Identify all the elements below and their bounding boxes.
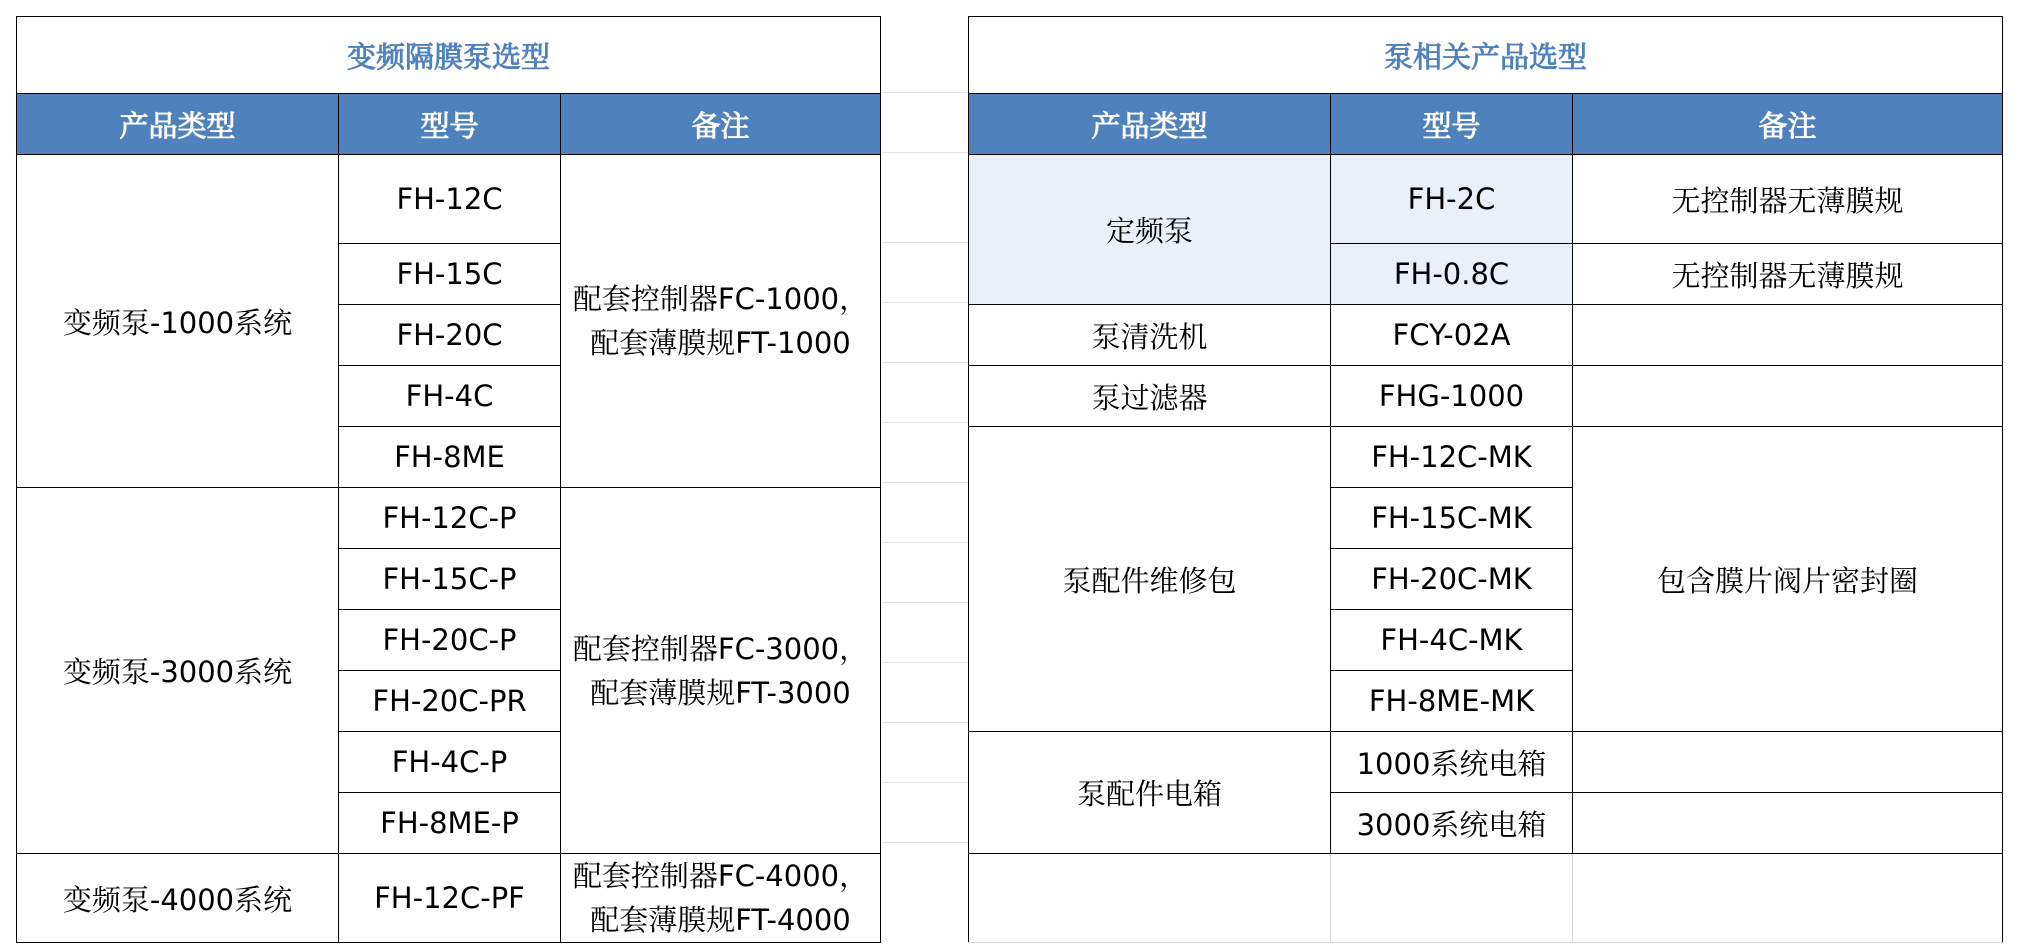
remark-cell[interactable] [561, 854, 881, 943]
model-cell[interactable]: FH-8ME-MK [1331, 671, 1573, 732]
remark-line: 配套薄膜规FT-1000 [590, 326, 851, 360]
model-cell[interactable]: FH-4C-MK [1331, 610, 1573, 671]
remark-cell[interactable] [1573, 793, 2003, 854]
header-model[interactable]: 型号 [339, 94, 561, 155]
remark-line: 配套控制器FC-4000， [572, 859, 869, 893]
remark-line: 配套控制器FC-3000， [572, 631, 869, 666]
product-type-cell[interactable]: 泵配件维修包 [969, 427, 1331, 732]
sheet-gridline [882, 722, 968, 723]
model-cell[interactable]: FH-12C-MK [1331, 427, 1573, 488]
sheet-gridline [882, 782, 968, 783]
product-type-cell[interactable]: 变频泵-4000系统 [17, 854, 339, 943]
sheet-gridline [882, 482, 968, 483]
model-cell[interactable]: 1000系统电箱 [1331, 732, 1573, 793]
header-remark[interactable]: 备注 [1573, 94, 2003, 155]
sheet-gridline [882, 662, 968, 663]
product-type-cell[interactable]: 泵过滤器 [969, 366, 1331, 427]
sheet-gridline [882, 602, 968, 603]
product-type-cell[interactable]: 变频泵-3000系统 [17, 488, 339, 854]
model-cell[interactable]: FH-20C [339, 305, 561, 366]
product-type-cell[interactable]: 变频泵-1000系统 [17, 155, 339, 488]
remark-cell[interactable] [1573, 366, 2003, 427]
sheet-gridline [882, 302, 968, 303]
product-type-cell[interactable]: 定频泵 [969, 155, 1331, 305]
header-product-type[interactable]: 产品类型 [969, 94, 1331, 155]
header-remark[interactable]: 备注 [561, 94, 881, 155]
sheet-gridline [882, 842, 968, 843]
model-cell[interactable]: FH-20C-MK [1331, 549, 1573, 610]
remark-cell[interactable] [561, 155, 881, 488]
remark-cell[interactable]: 无控制器无薄膜规 [1573, 244, 2003, 305]
sheet-gridline [882, 542, 968, 543]
remark-line: 配套控制器FC-1000， [572, 282, 869, 316]
header-product-type[interactable]: 产品类型 [17, 94, 339, 155]
remark-line: 配套薄膜规FT-3000 [590, 675, 851, 710]
remark-cell[interactable] [1573, 305, 2003, 366]
remark-cell[interactable]: 包含膜片阀片密封圈 [1573, 427, 2003, 732]
model-cell[interactable]: FH-15C-P [339, 549, 561, 610]
remark-cell[interactable] [1573, 732, 2003, 793]
right-table-title[interactable]: 泵相关产品选型 [969, 17, 2003, 94]
model-cell[interactable]: 3000系统电箱 [1331, 793, 1573, 854]
empty-cell[interactable] [1331, 854, 1573, 943]
model-cell[interactable]: FH-12C-PF [339, 854, 561, 943]
remark-cell[interactable]: 无控制器无薄膜规 [1573, 155, 2003, 244]
model-cell[interactable]: FH-12C [339, 155, 561, 244]
model-cell[interactable]: FHG-1000 [1331, 366, 1573, 427]
sheet-gridline [882, 422, 968, 423]
model-cell[interactable]: FH-0.8C [1331, 244, 1573, 305]
remark-cell[interactable] [561, 488, 881, 854]
product-type-cell[interactable]: 泵配件电箱 [969, 732, 1331, 854]
left-selection-table [16, 16, 881, 943]
empty-cell[interactable] [1573, 854, 2003, 943]
sheet-gridline [882, 152, 968, 153]
model-cell[interactable]: FH-20C-PR [339, 671, 561, 732]
left-table-title[interactable]: 变频隔膜泵选型 [17, 17, 881, 94]
header-model[interactable]: 型号 [1331, 94, 1573, 155]
model-cell[interactable]: FH-8ME [339, 427, 561, 488]
model-cell[interactable]: FH-4C [339, 366, 561, 427]
model-cell[interactable]: FH-8ME-P [339, 793, 561, 854]
model-cell[interactable]: FCY-02A [1331, 305, 1573, 366]
model-cell[interactable]: FH-4C-P [339, 732, 561, 793]
sheet-gridline [882, 362, 968, 363]
model-cell[interactable]: FH-12C-P [339, 488, 561, 549]
model-cell[interactable]: FH-2C [1331, 155, 1573, 244]
sheet-gridline [882, 92, 968, 93]
remark-line: 配套薄膜规FT-4000 [590, 903, 851, 937]
model-cell[interactable]: FH-15C [339, 244, 561, 305]
empty-cell[interactable] [969, 854, 1331, 943]
model-cell[interactable]: FH-15C-MK [1331, 488, 1573, 549]
right-selection-table [968, 16, 2003, 943]
model-cell[interactable]: FH-20C-P [339, 610, 561, 671]
product-type-cell[interactable]: 泵清洗机 [969, 305, 1331, 366]
sheet-gridline [882, 242, 968, 243]
